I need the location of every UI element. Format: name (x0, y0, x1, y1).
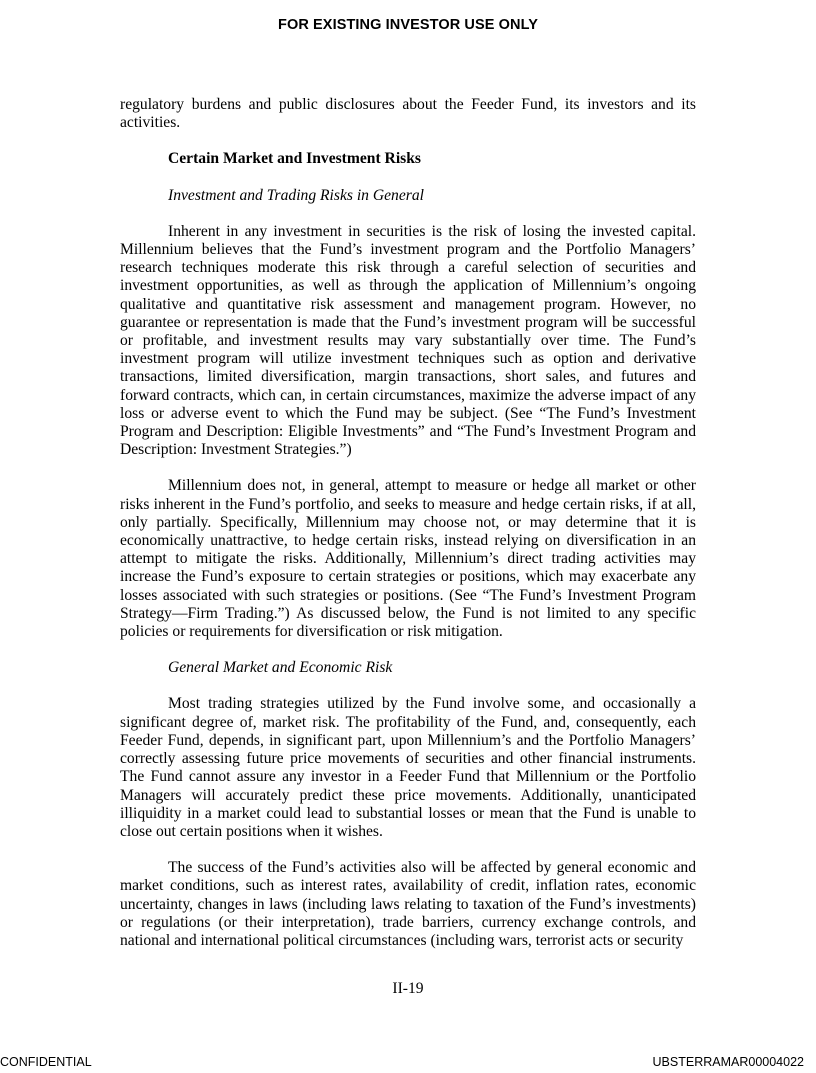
subheading-investment-trading-risks: Investment and Trading Risks in General (168, 186, 424, 204)
paragraph-investment-risk: Inherent in any investment in securities is the risk of losing the invested capital. Millennium believes that the Fund’s investment program and the Portfolio Managers’ research techniques moderate this risk through a careful selection of securities and investment opportunities, as well as through the application of Millennium’s ongoing qualitative and quantitative risk assessment and management program. However, no guarantee or representation is made that the Fund’s investment program will be successful or profitable, and investment results may vary substantially over time. The Fund’s investment program will utilize investment techniques such as option and derivative transactions, limited diversification, margin transactions, short sales, and futures and forward contracts, which can, in certain circumstances, maximize the adverse impact of any loss or adverse event to which the Fund may be subject. (See “The Fund’s Investment Program and Description: Eligible Investments” and “The Fund’s Investment Program and Description: Investment Strategies.”) (120, 222, 696, 459)
bates-number: UBSTERRAMAR00004022 (652, 1055, 804, 1069)
page-number: II-19 (392, 980, 424, 997)
paragraph-market-risk: Most trading strategies utilized by the Fund involve some, and occasionally a significant degree of, market risk. The profitability of the Fund, and, consequently, each Feeder Fund, depends, in significant part, upon Millennium’s and the Portfolio Managers’ correctly assessing future price movements of securities and other financial instruments. The Fund cannot assure any investor in a Feeder Fund that Millennium or the Portfolio Managers will accurately predict these price movements. Additionally, unanticipated illiquidity in a market could lead to substantial losses or mean that the Fund is unable to close out certain positions when it wishes. (120, 695, 696, 840)
paragraph-hedging: Millennium does not, in general, attempt to measure or hedge all market or other risks inherent in the Fund’s portfolio, and seeks to measure and hedge certain risks, if at all, only partially. Specifically, Millennium may choose not, or may determine that it is economically unattractive, to hedge certain risks, instead relying on diversification in an attempt to mitigate the risks. Additionally, Millennium’s direct trading activities may increase the Fund’s exposure to certain strategies or positions, which may exacerbate any losses associated with such strategies or positions. (See “The Fund’s Investment Program Strategy—Firm Trading.”) As discussed below, the Fund is not limited to any specific policies or requirements for diversification or risk mitigation. (120, 477, 696, 641)
section-heading: Certain Market and Investment Risks (168, 150, 421, 168)
subheading-market-economic-risk: General Market and Economic Risk (168, 659, 393, 677)
page-header-banner: FOR EXISTING INVESTOR USE ONLY (277, 17, 539, 33)
intro-paragraph: regulatory burdens and public disclosures about the Feeder Fund, its investors and its activities. (120, 96, 696, 132)
confidential-label: CONFIDENTIAL (0, 1055, 92, 1069)
paragraph-economic-conditions: The success of the Fund’s activities also will be affected by general economic and market conditions, such as interest rates, availability of credit, inflation rates, economic uncertainty, changes in laws (including laws relating to taxation of the Fund’s investments) or regulations (or their interpretation), trade barriers, currency exchange controls, and national and international political circumstances (including wars, terrorist acts or security (120, 859, 696, 949)
document-body (120, 96, 696, 968)
